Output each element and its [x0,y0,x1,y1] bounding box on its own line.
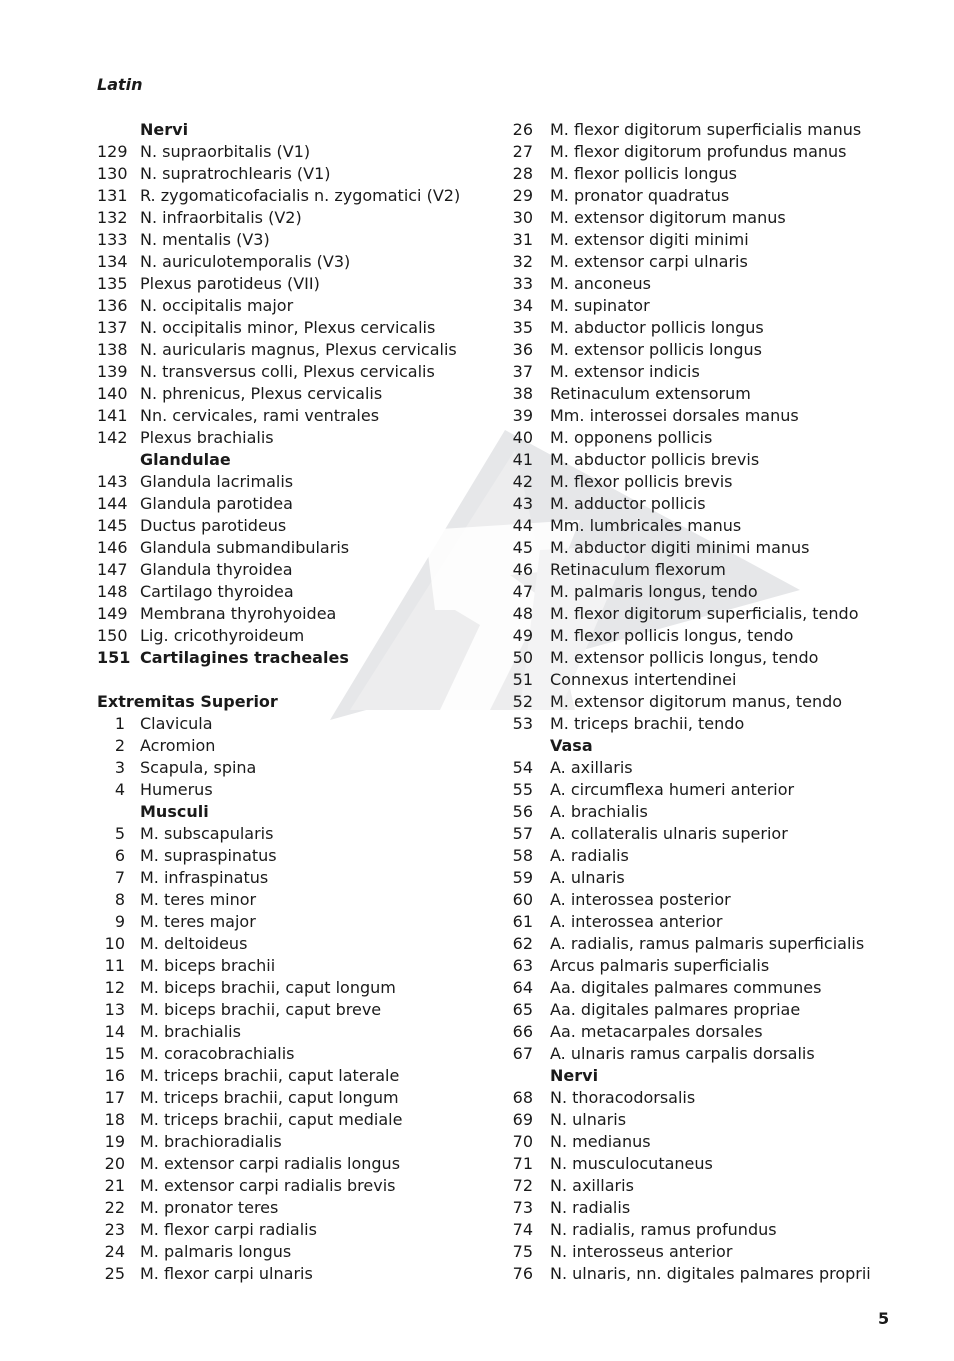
item-label: M. flexor pollicis longus [550,164,737,183]
item-label: A. ulnaris [550,868,625,887]
item-number: 1 [114,714,125,733]
item-number: 38 [512,384,533,403]
item-number: 59 [512,868,533,887]
item-number: 7 [114,868,125,887]
item-number: 34 [512,296,533,315]
item-label: Plexus parotideus (VII) [140,274,320,293]
item-label: M. coracobrachialis [140,1044,295,1063]
item-label: Cartilago thyroidea [140,582,294,601]
item-number: 135 [97,274,128,293]
item-number: 47 [512,582,533,601]
item-label: M. extensor pollicis longus [550,340,763,359]
item-label: M. flexor carpi radialis [140,1220,317,1239]
item-number: 72 [512,1176,533,1195]
item-label: M. triceps brachii, caput longum [140,1088,399,1107]
item-label: M. opponens pollicis [550,428,713,447]
item-label: M. palmaris longus [140,1242,292,1261]
item-number: 49 [512,626,533,645]
item-number: 146 [97,538,128,557]
item-label: N. axillaris [550,1176,634,1195]
item-label: M. biceps brachii, caput longum [140,978,396,997]
item-label: A. axillaris [550,758,633,777]
item-label: N. ulnaris [550,1110,627,1129]
item-number: 44 [512,516,533,535]
item-label: Aa. digitales palmares propriae [550,1000,801,1019]
item-number: 24 [104,1242,125,1261]
item-label: N. mentalis (V3) [140,230,270,249]
item-label: M. abductor digiti minimi manus [550,538,810,557]
item-number: 15 [104,1044,125,1063]
item-number: 138 [97,340,128,359]
item-label: Nn. cervicales, rami ventrales [140,406,380,425]
item-number: 144 [97,494,128,513]
item-number: 53 [512,714,533,733]
item-number: 134 [97,252,128,271]
item-label: M. subscapularis [140,824,274,843]
page-header: Latin [97,75,143,94]
item-label: N. thoracodorsalis [550,1088,696,1107]
item-number: 139 [97,362,128,381]
item-number: 35 [512,318,533,337]
item-number: 51 [512,670,533,689]
item-number: 71 [512,1154,533,1173]
item-label: M. triceps brachii, caput mediale [140,1110,403,1129]
item-label: M. flexor pollicis longus, tendo [550,626,794,645]
item-label: Nervi [550,1066,599,1085]
item-label: M. teres minor [140,890,257,909]
item-number: 58 [512,846,533,865]
item-number: 39 [512,406,533,425]
item-number: 18 [104,1110,125,1129]
item-label: R. zygomaticofacialis n. zygomatici (V2) [140,186,461,205]
item-number: 54 [512,758,533,777]
item-number: 36 [512,340,533,359]
item-number: 55 [512,780,533,799]
item-label: M. extensor carpi radialis brevis [140,1176,396,1195]
item-label: Acromion [140,736,216,755]
item-label: M. flexor digitorum superficialis, tendo [550,604,859,623]
item-label: N. occipitalis major [140,296,294,315]
item-label: N. ulnaris, nn. digitales palmares proprii [550,1264,871,1283]
item-label: A. ulnaris ramus carpalis dorsalis [550,1044,815,1063]
item-label: Cartilagines tracheales [140,648,349,667]
item-number: 31 [512,230,533,249]
item-number: 32 [512,252,533,271]
item-label: Mm. lumbricales manus [550,516,742,535]
item-number: 73 [512,1198,533,1217]
item-label: M. extensor digiti minimi [550,230,749,249]
item-number: 56 [512,802,533,821]
item-number: 19 [104,1132,125,1151]
item-label: M. abductor pollicis longus [550,318,764,337]
item-number: 3 [114,758,125,777]
item-label: M. biceps brachii [140,956,276,975]
item-label: A. collateralis ulnaris superior [550,824,788,843]
item-label: M. extensor indicis [550,362,700,381]
item-number: 143 [97,472,128,491]
item-number: 75 [512,1242,533,1261]
item-number: 27 [512,142,533,161]
item-label: M. extensor digitorum manus, tendo [550,692,843,711]
item-label: Aa. digitales palmares communes [550,978,822,997]
item-number: 20 [104,1154,125,1173]
item-number: 23 [104,1220,125,1239]
item-label: Lig. cricothyroideum [140,626,305,645]
item-label: M. palmaris longus, tendo [550,582,758,601]
item-number: 60 [512,890,533,909]
item-label: N. supratrochlearis (V1) [140,164,331,183]
item-number: 68 [512,1088,533,1107]
item-number: 150 [97,626,128,645]
item-number: 132 [97,208,128,227]
item-number: 25 [104,1264,125,1283]
item-label: N. musculocutaneus [550,1154,713,1173]
item-label: M. extensor carpi radialis longus [140,1154,401,1173]
item-number: 13 [104,1000,125,1019]
item-label: M. pronator quadratus [550,186,730,205]
item-label: N. supraorbitalis (V1) [140,142,311,161]
item-label: M. biceps brachii, caput breve [140,1000,382,1019]
item-number: 151 [97,648,131,667]
item-number: 133 [97,230,128,249]
item-label: A. brachialis [550,802,648,821]
page-number: 5 [878,1309,890,1328]
item-label: A. interossea anterior [550,912,723,931]
item-number: 8 [114,890,125,909]
item-label: M. flexor pollicis brevis [550,472,733,491]
item-number: 30 [512,208,533,227]
item-label: M. flexor digitorum profundus manus [550,142,847,161]
item-number: 37 [512,362,533,381]
item-number: 147 [97,560,128,579]
item-label: M. infraspinatus [140,868,269,887]
item-number: 70 [512,1132,533,1151]
item-number: 29 [512,186,533,205]
item-number: 5 [114,824,125,843]
item-number: 28 [512,164,533,183]
item-label: M. flexor carpi ulnaris [140,1264,313,1283]
item-label: M. extensor pollicis longus, tendo [550,648,819,667]
item-label: M. brachioradialis [140,1132,282,1151]
item-number: 130 [97,164,128,183]
item-number: 65 [512,1000,533,1019]
item-number: 69 [512,1110,533,1129]
item-label: M. abductor pollicis brevis [550,450,760,469]
item-number: 76 [512,1264,533,1283]
item-label: M. extensor digitorum manus [550,208,786,227]
item-number: 129 [97,142,128,161]
item-label: Mm. interossei dorsales manus [550,406,799,425]
item-number: 40 [512,428,533,447]
item-number: 43 [512,494,533,513]
item-number: 17 [104,1088,125,1107]
item-label: M. adductor pollicis [550,494,706,513]
item-label: N. interosseus anterior [550,1242,733,1261]
item-number: 61 [512,912,533,931]
item-number: 141 [97,406,128,425]
item-label: M. triceps brachii, tendo [550,714,745,733]
item-number: 45 [512,538,533,557]
item-label: Arcus palmaris superficialis [550,956,770,975]
item-label: N. infraorbitalis (V2) [140,208,302,227]
item-label: N. occipitalis minor, Plexus cervicalis [140,318,436,337]
item-label: N. auricularis magnus, Plexus cervicalis [140,340,457,359]
item-number: 9 [114,912,125,931]
item-number: 67 [512,1044,533,1063]
item-label: A. radialis [550,846,629,865]
item-number: 22 [104,1198,125,1217]
item-label: Glandula thyroidea [140,560,293,579]
item-number: 140 [97,384,128,403]
item-label: Glandula submandibularis [140,538,350,557]
item-number: 2 [114,736,125,755]
item-number: 148 [97,582,128,601]
item-label: Retinaculum extensorum [550,384,751,403]
item-number: 48 [512,604,533,623]
item-number: 41 [512,450,533,469]
item-label: Nervi [140,120,189,139]
item-label: N. radialis, ramus profundus [550,1220,777,1239]
item-label: Glandulae [140,450,231,469]
item-label: A. radialis, ramus palmaris superficialis [550,934,865,953]
item-number: 14 [104,1022,125,1041]
item-label: N. transversus colli, Plexus cervicalis [140,362,435,381]
item-label: Musculi [140,802,209,821]
item-label: Vasa [550,736,593,755]
item-label: Extremitas Superior [97,692,278,711]
item-label: Glandula lacrimalis [140,472,294,491]
item-number: 42 [512,472,533,491]
item-number: 16 [104,1066,125,1085]
item-number: 11 [104,956,125,975]
item-label: N. medianus [550,1132,651,1151]
item-label: N. auriculotemporalis (V3) [140,252,351,271]
item-label: M. deltoideus [140,934,248,953]
item-label: M. anconeus [550,274,651,293]
item-label: M. triceps brachii, caput laterale [140,1066,400,1085]
item-label: Membrana thyrohyoidea [140,604,337,623]
item-number: 131 [97,186,128,205]
item-number: 149 [97,604,128,623]
item-number: 6 [114,846,125,865]
item-label: Scapula, spina [140,758,257,777]
item-label: Glandula parotidea [140,494,293,513]
item-label: N. phrenicus, Plexus cervicalis [140,384,383,403]
item-label: M. brachialis [140,1022,241,1041]
item-number: 63 [512,956,533,975]
item-number: 57 [512,824,533,843]
item-number: 64 [512,978,533,997]
item-number: 52 [512,692,533,711]
item-label: Aa. metacarpales dorsales [550,1022,763,1041]
item-label: Retinaculum flexorum [550,560,726,579]
item-label: Humerus [140,780,213,799]
item-number: 50 [512,648,533,667]
item-label: M. supinator [550,296,650,315]
item-number: 66 [512,1022,533,1041]
item-label: M. teres major [140,912,256,931]
item-number: 136 [97,296,128,315]
item-label: A. circumflexa humeri anterior [550,780,795,799]
item-number: 26 [512,120,533,139]
item-label: M. flexor digitorum superficialis manus [550,120,862,139]
item-number: 21 [104,1176,125,1195]
item-number: 10 [104,934,125,953]
item-number: 74 [512,1220,533,1239]
item-label: M. supraspinatus [140,846,277,865]
item-label: Clavicula [140,714,213,733]
item-number: 142 [97,428,128,447]
item-number: 4 [114,780,125,799]
item-label: Ductus parotideus [140,516,287,535]
item-label: A. interossea posterior [550,890,731,909]
item-number: 12 [104,978,125,997]
item-number: 46 [512,560,533,579]
item-number: 145 [97,516,128,535]
item-number: 62 [512,934,533,953]
item-label: N. radialis [550,1198,631,1217]
item-label: M. extensor carpi ulnaris [550,252,748,271]
item-number: 137 [97,318,128,337]
item-label: M. pronator teres [140,1198,279,1217]
item-label: Connexus intertendinei [550,670,737,689]
item-number: 33 [512,274,533,293]
item-label: Plexus brachialis [140,428,274,447]
